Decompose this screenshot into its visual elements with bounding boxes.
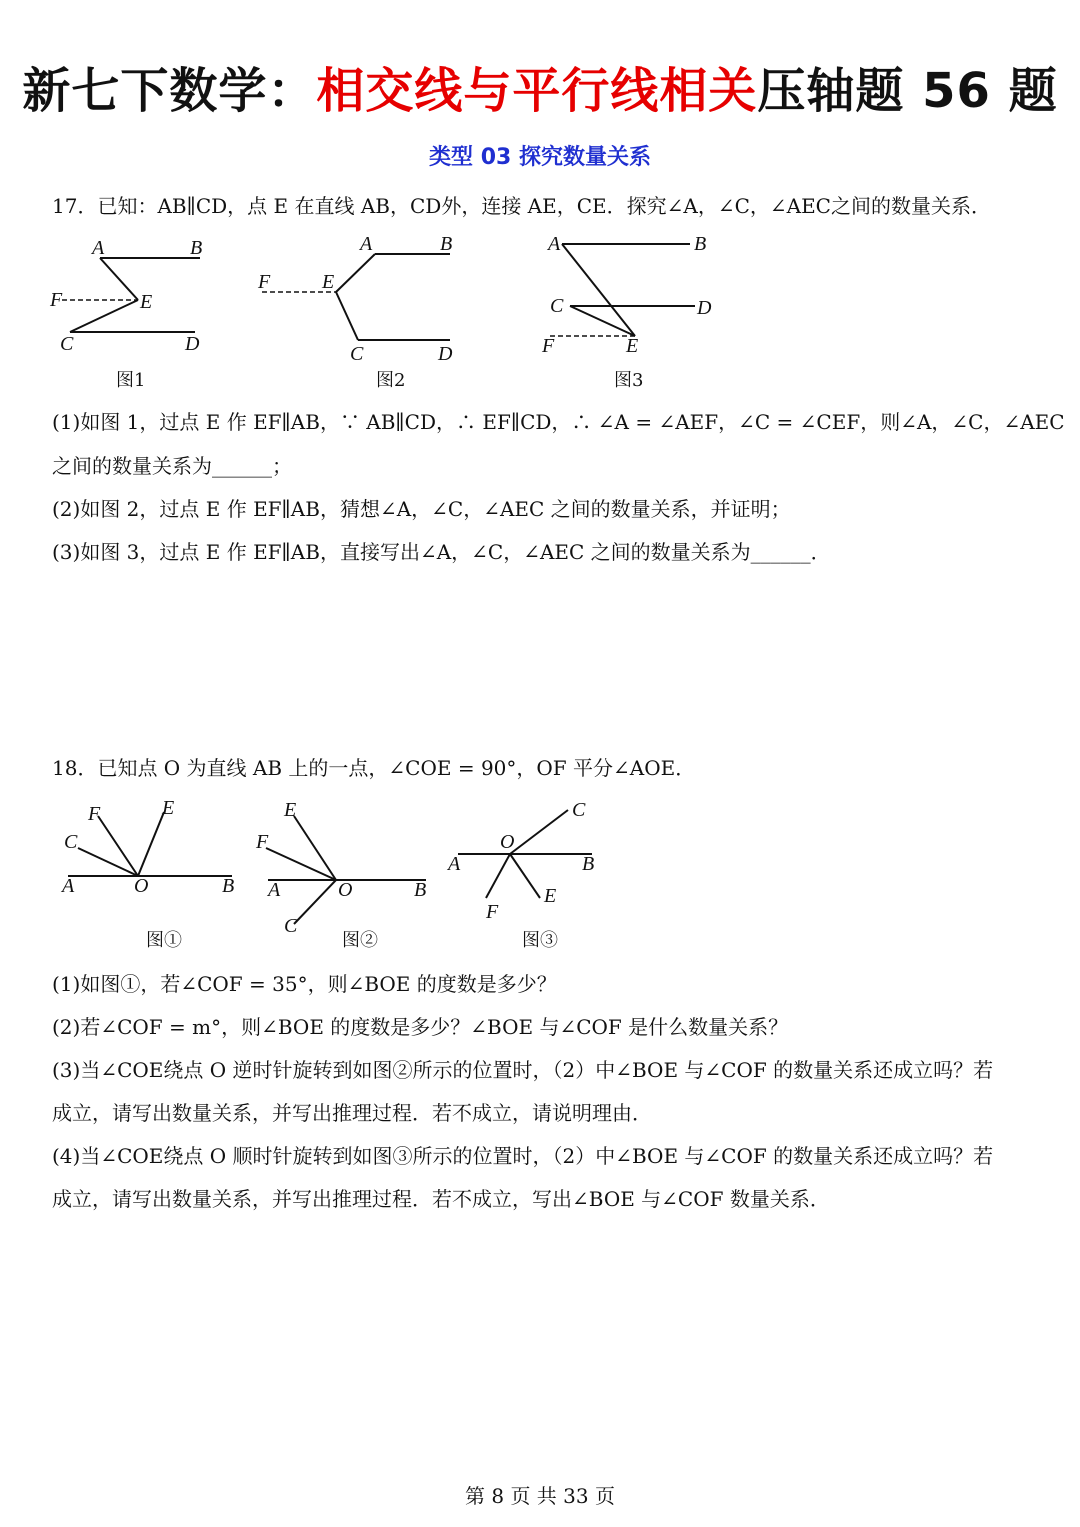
fig1-label-b: B	[190, 237, 203, 259]
q18f3-label-c: C	[572, 799, 586, 821]
q17-figures	[40, 228, 740, 398]
q18f1-label-a: A	[62, 875, 75, 897]
fig1-caption: 图1	[116, 370, 146, 391]
fig3-label-b: B	[694, 233, 707, 255]
q18f1-label-c: C	[64, 831, 78, 853]
q18f1-label-o: O	[134, 875, 149, 897]
title-prefix: 新七下数学：	[22, 63, 317, 119]
q18-part1: (1)如图①，若∠COF = 35°，则∠BOE 的度数是多少？	[52, 972, 557, 996]
fig3-caption: 图3	[614, 370, 644, 391]
q18f2-label-e: E	[284, 799, 297, 821]
fig1-label-e: E	[140, 291, 153, 313]
fig1-label-c: C	[60, 333, 74, 355]
q17-figure-1	[49, 237, 202, 391]
q18f2-label-o: O	[338, 879, 353, 901]
q18f1-label-f: F	[88, 803, 101, 825]
q18-figure-2	[255, 799, 426, 951]
q18-figures	[40, 796, 620, 956]
q18f2-label-a: A	[268, 879, 281, 901]
q18f1-caption: 图①	[146, 930, 182, 951]
fig2-label-b: B	[440, 233, 453, 255]
q18-part3-line1: (3)当∠COE绕点 O 逆时针旋转到如图②所示的位置时，（2）中∠BOE 与∠COF 的数量关系还成立吗？若	[52, 1058, 994, 1082]
fig1-label-f: F	[50, 289, 63, 311]
page-title	[0, 52, 1080, 121]
q18f2-caption: 图②	[342, 930, 378, 951]
fig2-label-c: C	[350, 343, 364, 365]
section-heading: 类型 03 探究数量关系	[429, 145, 651, 170]
q17-stem: 17．已知：AB∥CD，点 E 在直线 AB，CD外，连接 AE，CE．探究∠A，∠C，∠AEC之间的数量关系．	[52, 194, 991, 218]
q17-figure-2	[257, 233, 453, 391]
fig1-label-d: D	[185, 333, 200, 355]
fig2-label-e: E	[322, 271, 335, 293]
q18-stem: 18．已知点 O 为直线 AB 上的一点，∠COE = 90°，OF 平分∠AOE．	[52, 756, 696, 780]
fig3-label-d: D	[697, 297, 712, 319]
fig3-label-c: C	[550, 295, 564, 317]
q18f3-label-b: B	[582, 853, 595, 875]
q17-part1-line1: (1)如图 1，过点 E 作 EF∥AB，∵ AB∥CD，∴ EF∥CD，∴ ∠A = ∠AEF，∠C = ∠CEF，则∠A，∠C，∠AEC	[52, 410, 1065, 434]
q17-figure-3	[541, 233, 712, 391]
q18-figure-1	[60, 797, 234, 951]
q18f1-label-e: E	[162, 797, 175, 819]
fig2-label-d: D	[438, 343, 453, 365]
q18f3-label-e: E	[544, 885, 557, 907]
fig2-label-f: F	[258, 271, 271, 293]
title-suffix: 压轴题 56 题	[757, 63, 1058, 119]
q18f2-label-b: B	[414, 879, 427, 901]
q17-part1-line2: 之间的数量关系为______；	[52, 454, 292, 478]
fig1-label-a: A	[92, 237, 105, 259]
q17-part3: (3)如图 3，过点 E 作 EF∥AB，直接写出∠A，∠C，∠AEC 之间的数量关系为______．	[52, 540, 831, 564]
fig3-label-f: F	[542, 335, 555, 357]
title-highlight: 相交线与平行线相关	[316, 63, 758, 119]
q18f3-label-a: A	[448, 853, 461, 875]
q18-part3-line2: 成立，请写出数量关系，并写出推理过程．若不成立，请说明理由．	[52, 1101, 652, 1125]
q18f3-label-o: O	[500, 831, 515, 853]
q18f1-label-b: B	[222, 875, 235, 897]
q18-part4-line2: 成立，请写出数量关系，并写出推理过程．若不成立，写出∠BOE 与∠COF 数量关系．	[52, 1187, 830, 1211]
fig2-label-a: A	[360, 233, 373, 255]
q18-part4-line1: (4)当∠COE绕点 O 顺时针旋转到如图③所示的位置时，（2）中∠BOE 与∠COF 的数量关系还成立吗？若	[52, 1144, 994, 1168]
q18f3-caption: 图③	[522, 930, 558, 951]
q18-figure-3	[446, 799, 594, 951]
fig3-label-a: A	[548, 233, 561, 255]
q17-part2: (2)如图 2，过点 E 作 EF∥AB，猜想∠A，∠C，∠AEC 之间的数量关系，并证明；	[52, 497, 791, 521]
fig3-label-e: E	[626, 335, 639, 357]
q18f3-label-f: F	[486, 901, 499, 923]
q18-part2: (2)若∠COF = m°，则∠BOE 的度数是多少？∠BOE 与∠COF 是什么数量关系？	[52, 1015, 789, 1039]
q18f2-label-f: F	[256, 831, 269, 853]
page-number: 第 8 页 共 33 页	[465, 1484, 615, 1508]
q18f2-label-c: C	[284, 915, 298, 937]
fig2-caption: 图2	[376, 370, 406, 391]
